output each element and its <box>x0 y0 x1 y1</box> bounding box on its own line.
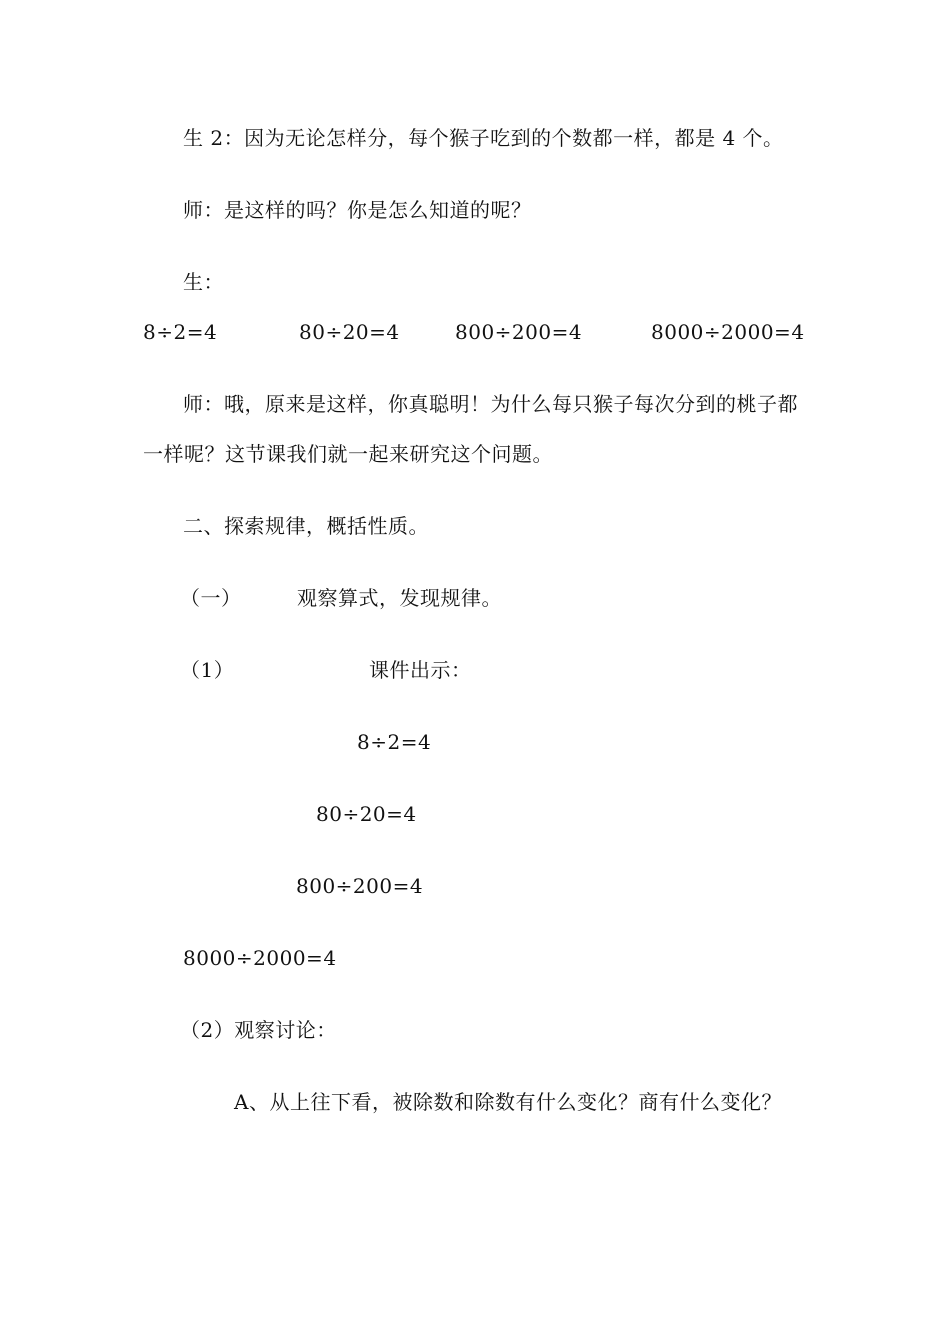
question-a: A、从上往下看，被除数和除数有什么变化？商有什么变化？ <box>234 1090 782 1114</box>
subsection-text: 观察算式，发现规律。 <box>297 586 502 610</box>
equation-column-1: 8÷2=4 <box>357 730 432 754</box>
equation-row-3: 800÷200=4 <box>455 320 583 344</box>
item1-number: （1） <box>180 658 235 682</box>
item2-text: （2）观察讨论： <box>180 1018 337 1042</box>
equation-row-4: 8000÷2000=4 <box>651 320 805 344</box>
student-label: 生： <box>183 270 224 294</box>
equation-column-3: 800÷200=4 <box>296 874 424 898</box>
teacher-question-paragraph: 师：是这样的吗？你是怎么知道的呢？ <box>183 198 532 222</box>
teacher-answer-line2: 一样呢？这节课我们就一起来研究这个问题。 <box>143 442 553 466</box>
subsection-number: （一） <box>180 586 242 610</box>
student2-paragraph: 生 2：因为无论怎样分，每个猴子吃到的个数都一样，都是 4 个。 <box>183 126 784 150</box>
section-heading: 二、探索规律，概括性质。 <box>183 514 429 538</box>
item1-text: 课件出示： <box>369 658 472 682</box>
equation-column-4: 8000÷2000=4 <box>183 946 337 970</box>
equation-row-2: 80÷20=4 <box>299 320 400 344</box>
equation-column-2: 80÷20=4 <box>316 802 417 826</box>
equation-row-1: 8÷2=4 <box>143 320 218 344</box>
teacher-answer-line1: 师：哦，原来是这样，你真聪明！为什么每只猴子每次分到的桃子都 <box>183 392 798 416</box>
